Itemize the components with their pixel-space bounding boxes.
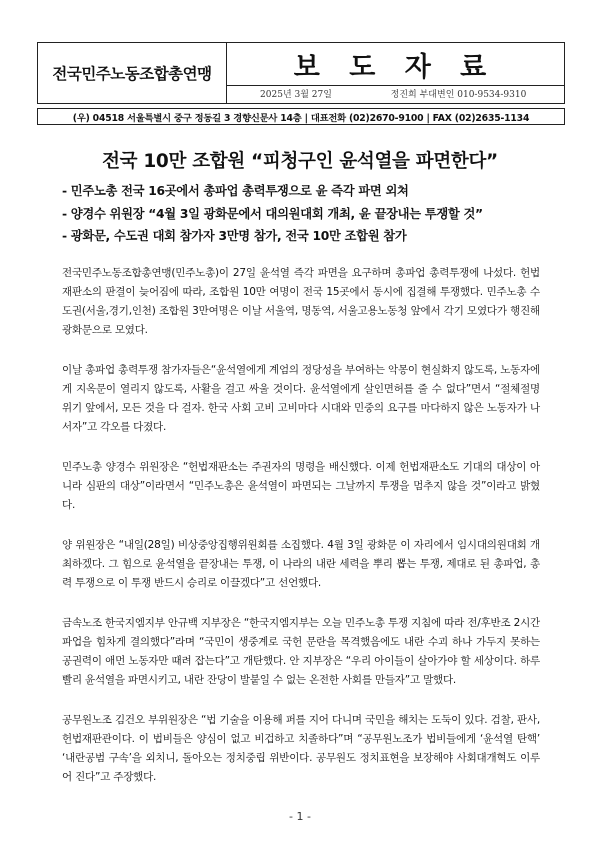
paragraph: 이날 총파업 총력투쟁 참가자들은“윤석열에게 계엄의 정당성을 부여하는 악몽이 현실화지 않도록, 노동자에게 지옥문이 열리지 않도록, 사활을 걸고 싸울 것이다. 윤석열에게 살인면허를 줄 수 없다”면서 “절체절명 위기 앞에서, 모든 것을 다 걸자. 한국 사회 고비 고비마다 시대와 민중의 요구를 마다하지 않은 노동자가 나서자”고 각오를 다졌다. xyxy=(62,364,540,433)
subheadline: - 양경수 위원장 “4월 3일 광화문에서 대의원대회 개최, 윤 끝장내는 투쟁할 것” xyxy=(62,206,483,221)
paragraph: 공무원노조 김건오 부위원장은 “법 기술을 이용해 퍼를 지어 다니며 국민을 해치는 도둑이 있다. 검찰, 판사, 헌법재판관이다. 이 법비들은 양심이 없고 비겁하고 치졸하다”며 “공무원노조가 법비들에게 ‘윤석열 탄핵’ ‘내란공범 구속’을 외치니, 돌아오는 정치중립 위반이다. 공무원도 정치표현을 보장해야 사회대개혁도 이루어 진다”고 주장했다. xyxy=(62,714,540,783)
subheadline-list xyxy=(62,180,552,248)
subheadline: - 광화문, 수도권 대회 참가자 3만명 참가, 전국 10만 조합원 참가 xyxy=(62,229,407,243)
org-name-cell xyxy=(38,43,227,103)
paragraph: 양 위원장은 “내일(28일) 비상중앙집행위원회를 소집했다. 4월 3일 광화문 이 자리에서 임시대의원대회 개최하겠다. 그 힘으로 윤석열을 끝장내는 투쟁, 이 나라의 내란 세력을 뿌리 뽑는 투쟁, 제대로 된 총파업, 총력 투쟁으로 이 투쟁 반드시 승리로 이끌겠다”고 선언했다. xyxy=(62,539,540,589)
document-title: 보 도 자 료 xyxy=(226,43,564,86)
subheadline: - 민주노총 전국 16곳에서 총파업 총력투쟁으로 윤 즉각 파면 외쳐 xyxy=(62,184,409,198)
press-release-header xyxy=(37,42,565,124)
org-name: 전국민주노동조합총연맹 xyxy=(52,65,212,83)
header-box xyxy=(37,42,565,104)
paragraph: 금속노조 한국지엠지부 안규백 지부장은 “한국지엠지부는 오늘 민주노총 투쟁 지침에 따라 전/후반조 2시간 파업을 힘차게 결의했다”라며 “국민이 생중계로 국헌 문란을 목격했음에도 내란 수괴 하나 가두지 못하는 공권력이 애먼 노동자만 때려 잡는다”고 개탄했다. 안 지부장은 “우리 아이들이 살아가야 할 세상이다. 하루빨리 윤석열을 파면시키고, 내란 잔당이 발붙일 수 없는 온전한 사회를 만들자”고 말했다. xyxy=(62,617,540,686)
article-body xyxy=(62,264,540,808)
headline: 전국 10만 조합원 “피청구인 윤석열을 파면한다” xyxy=(102,151,498,172)
contact-info: 정진희 부대변인 010-9534-9310 xyxy=(390,90,527,100)
paragraph: 민주노총 양경수 위원장은 “헌법재판소는 주권자의 명령을 배신했다. 이제 헌법재판소도 기대의 대상이 아니라 심판의 대상”이라면서 “민주노총은 윤석열이 파면되는 그날까지 투쟁을 멈추지 않을 것”이라고 밝혔다. xyxy=(62,461,540,511)
release-date: 2025년 3월 27일 xyxy=(260,90,332,100)
paragraph: 전국민주노동조합총연맹(민주노총)이 27일 윤석열 즉각 파면을 요구하며 총파업 총력투쟁에 나섰다. 헌법재판소의 판결이 늦어짐에 따라, 조합원 10만 여명이 전국 15곳에서 동시에 집결해 투쟁했다. 민주노총 수도권(서울,경기,인천) 조합원 3만여명은 이날 서울역, 명동역, 서울고용노동청 앞에서 각기 모였다가 행진해 광화문으로 모였다. xyxy=(62,267,540,336)
address-line: (우) 04518 서울특별시 중구 정동길 3 경향신문사 14층 | 대표전화 (02)2670-9100 | FAX (02)2635-1134 xyxy=(37,108,565,125)
page-number: - 1 - xyxy=(289,810,311,823)
